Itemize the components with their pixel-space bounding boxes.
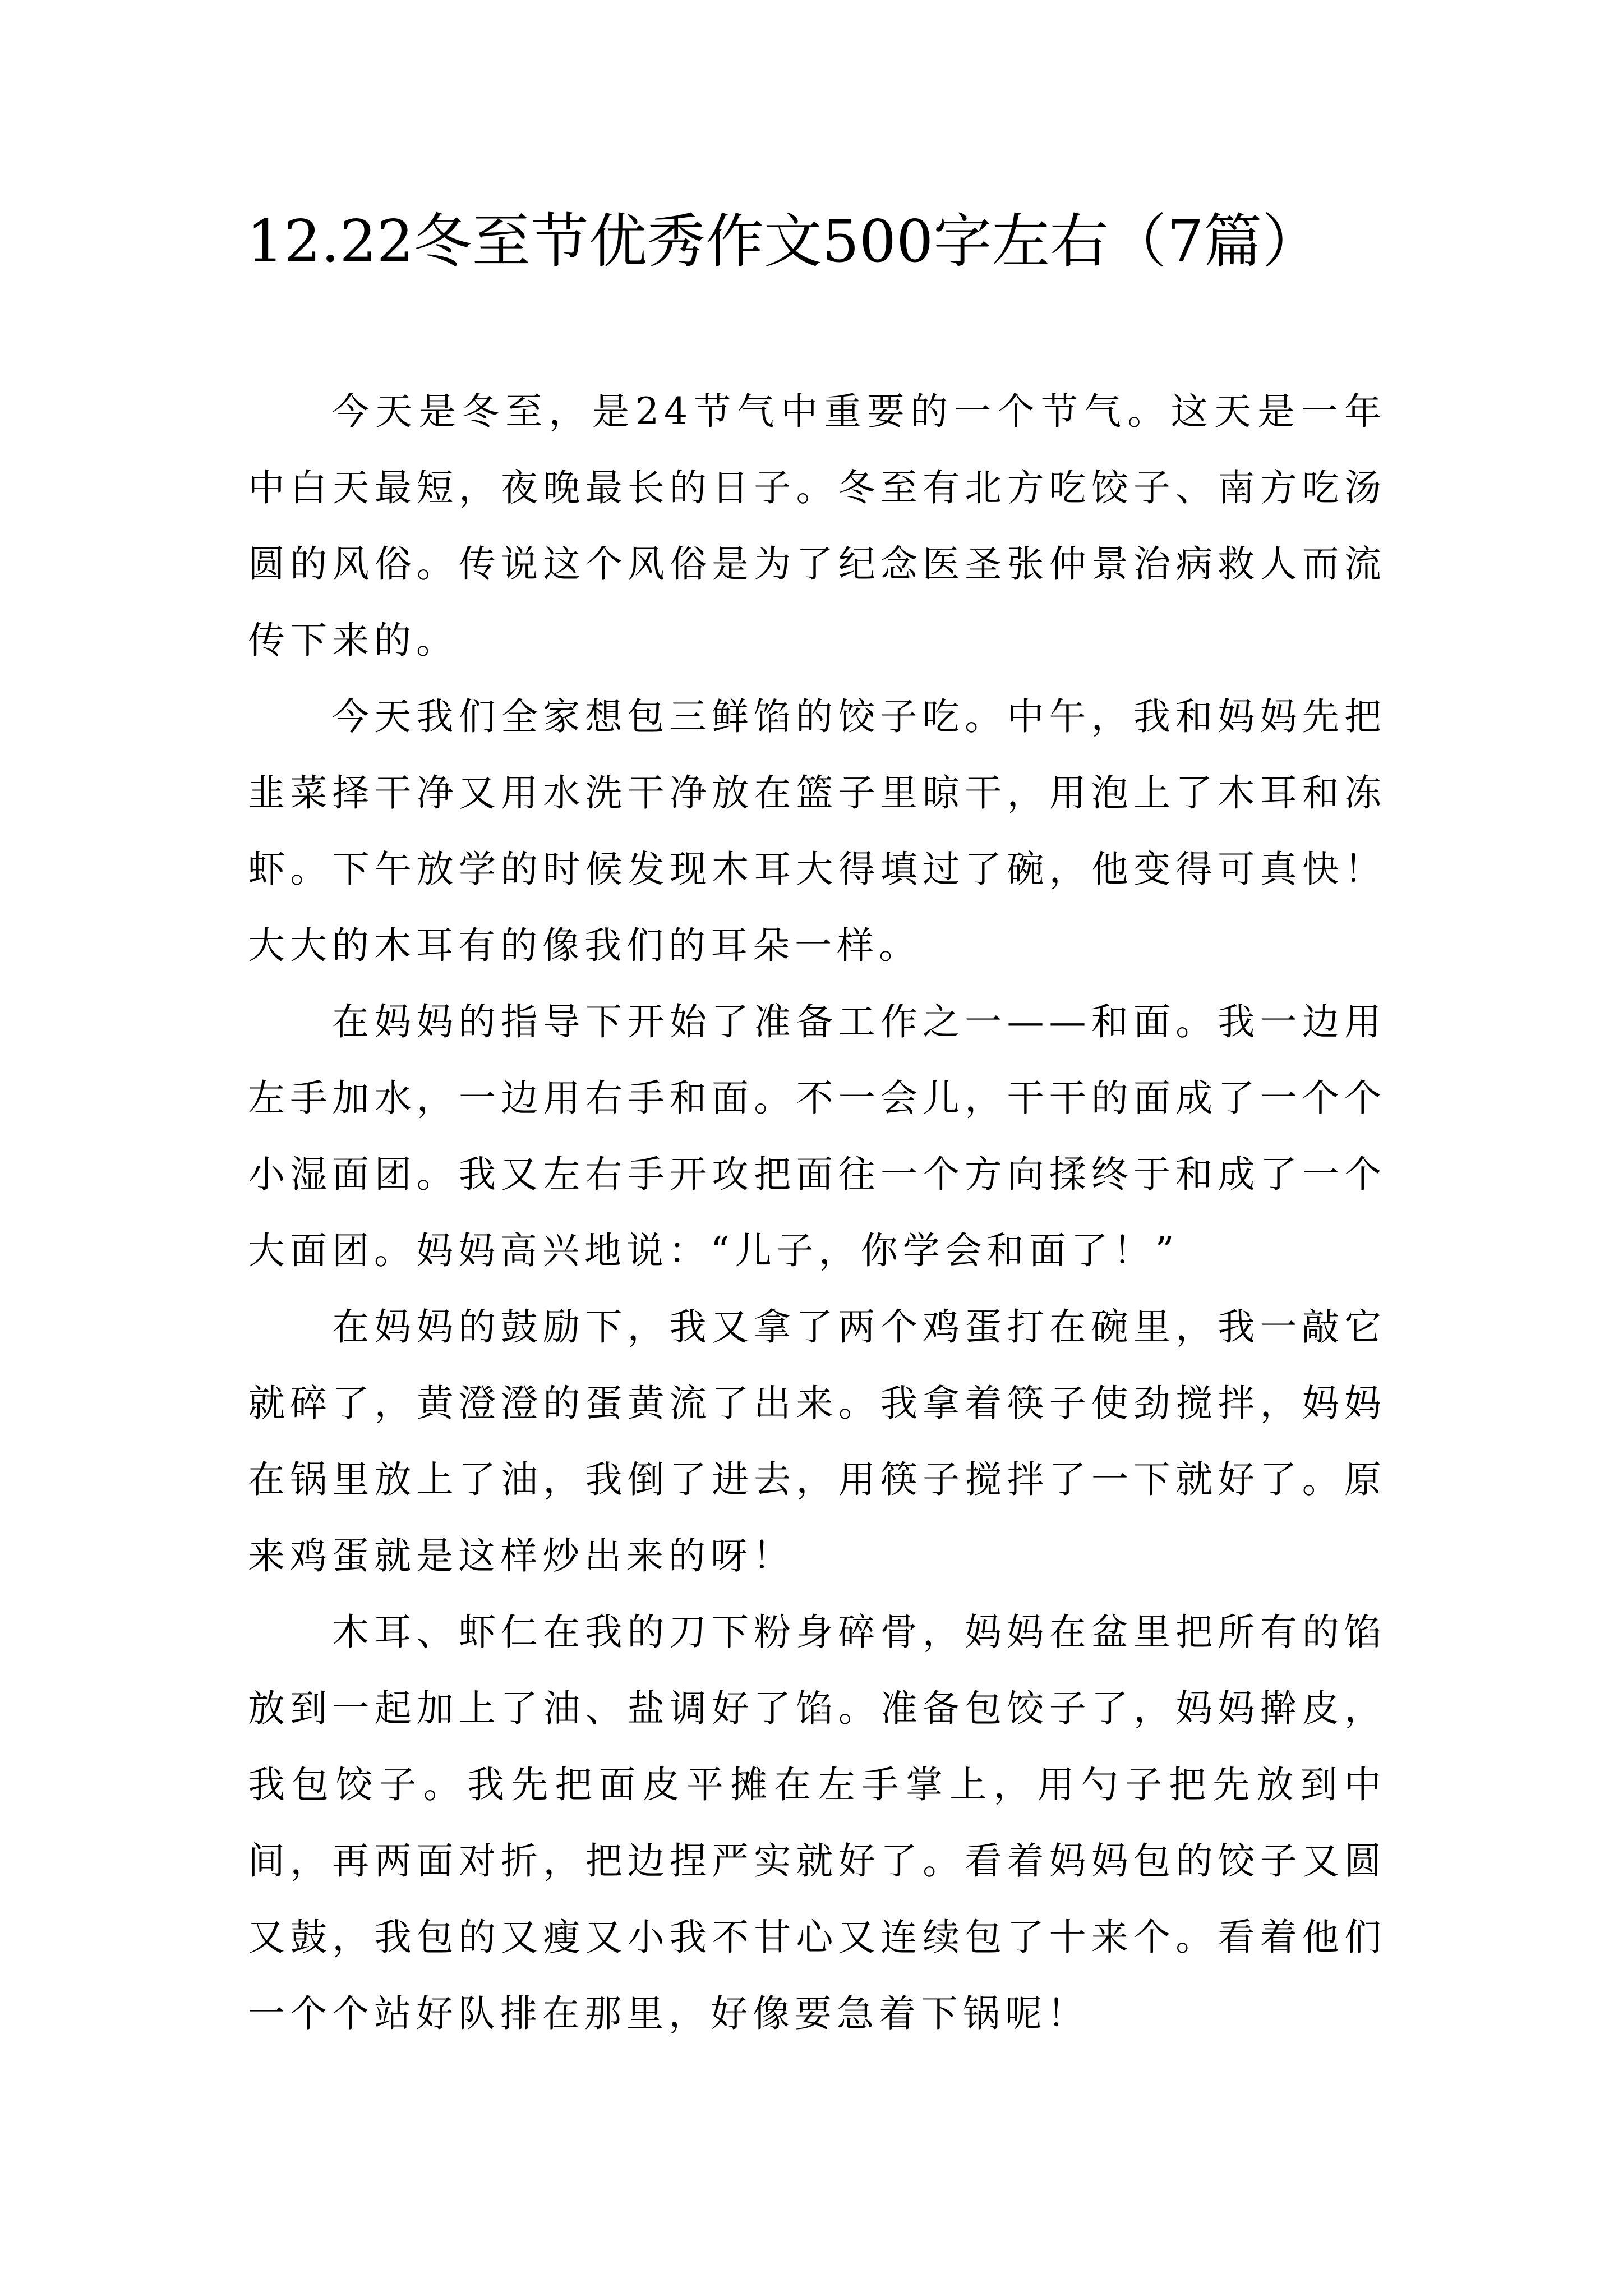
essay-body — [248, 374, 1386, 2052]
paragraph-3: 在妈妈的指导下开始了准备工作之一——和面。我一边用左手加水，一边用右手和面。不一会儿，干干的面成了一个个小湿面团。我又左右手开攻把面往一个方向揉终于和成了一个大面团。妈妈高兴地说：“儿子，你学会和面了！” — [248, 1000, 1386, 1272]
paragraph-1: 今天是冬至，是24节气中重要的一个节气。这天是一年中白天最短，夜晚最长的日子。冬至有北方吃饺子、南方吃汤圆的风俗。传说这个风俗是为了纪念医圣张仲景治病救人而流传下来的。 — [248, 390, 1386, 662]
document-title: 12.22冬至节优秀作文500字左右（7篇） — [247, 207, 1321, 275]
paragraph-4: 在妈妈的鼓励下，我又拿了两个鸡蛋打在碗里，我一敲它就碎了，黄澄澄的蛋黄流了出来。我拿着筷子使劲搅拌，妈妈在锅里放上了油，我倒了进去，用筷子搅拌了一下就好了。原来鸡蛋就是这样炒出来的呀！ — [248, 1305, 1386, 1577]
paragraph-5: 木耳、虾仁在我的刀下粉身碎骨，妈妈在盆里把所有的馅放到一起加上了油、盐调好了馅。准备包饺子了，妈妈擀皮，我包饺子。我先把面皮平摊在左手掌上，用勺子把先放到中间，再两面对折，把边捏严实就好了。看着妈妈包的饺子又圆又鼓，我包的又瘦又小我不甘心又连续包了十来个。看着他们一个个站好队排在那里，好像要急着下锅呢！ — [248, 1611, 1386, 2035]
paragraph-2: 今天我们全家想包三鲜馅的饺子吃。中午，我和妈妈先把韭菜择干净又用水洗干净放在篮子里晾干，用泡上了木耳和冻虾。下午放学的时候发现木耳大得填过了碗，他变得可真快！大大的木耳有的像我们的耳朵一样。 — [248, 695, 1386, 967]
